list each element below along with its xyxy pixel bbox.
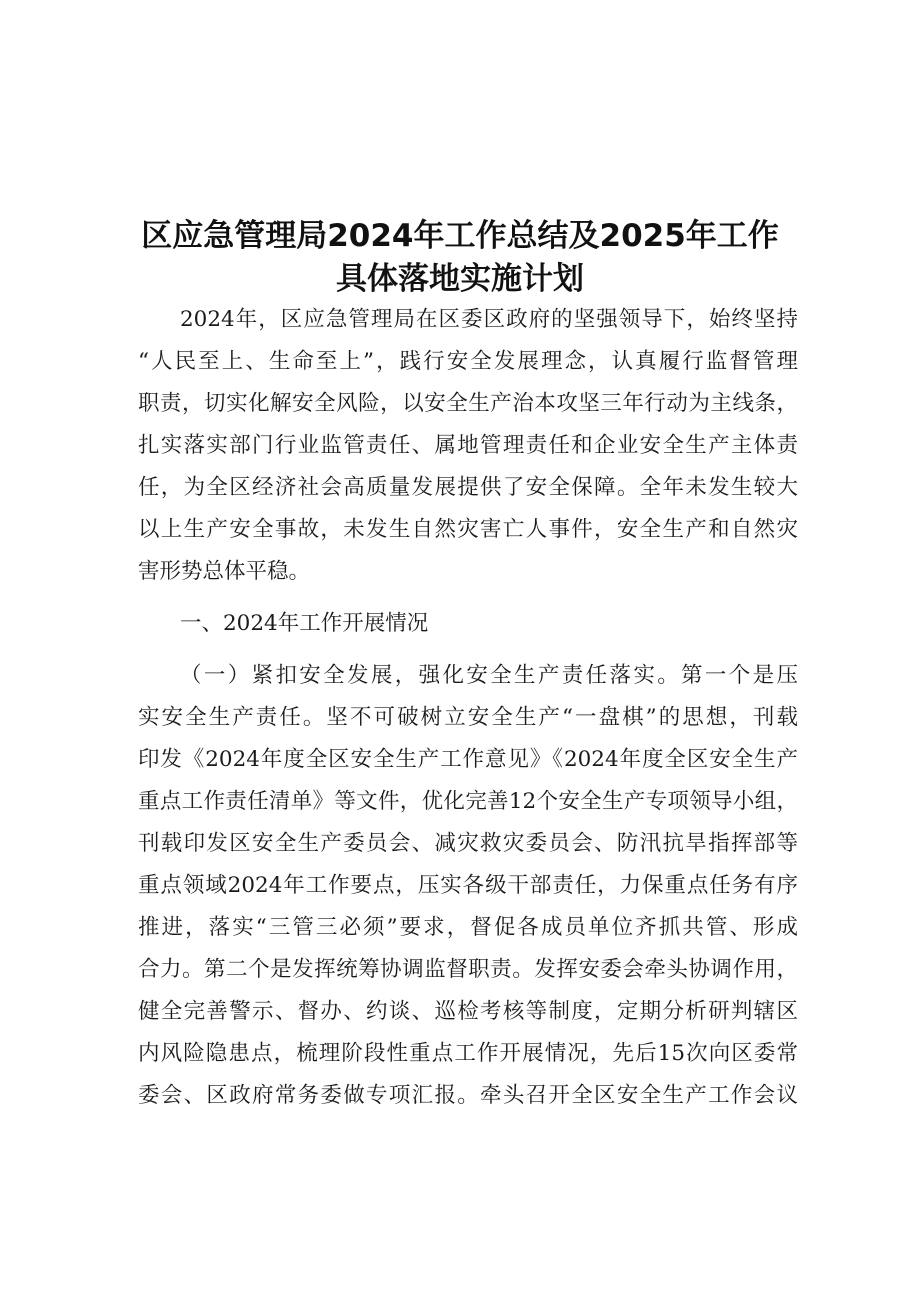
intro-paragraph-line: “人民至上、生命至上”，践行安全发展理念，认真履行监督管理 <box>138 349 798 374</box>
section-paragraph-line: 印发《2024年度全区安全生产工作意见》《2024年度全区安全生产 <box>138 747 798 772</box>
intro-paragraph-line: 职责，切实化解安全风险，以安全生产治本攻坚三年行动为主线条， <box>138 391 798 416</box>
section-paragraph-line: 健全完善警示、督办、约谈、巡检考核等制度，定期分析研判辖区 <box>138 999 798 1024</box>
section-paragraph-line: 委会、区政府常务委做专项汇报。牵头召开全区安全生产工作会议 <box>138 1083 798 1108</box>
intro-paragraph-line: 扎实落实部门行业监管责任、属地管理责任和企业安全生产主体责 <box>138 433 798 458</box>
intro-paragraph-line: 2024年，区应急管理局在区委区政府的坚强领导下，始终坚持 <box>180 307 798 332</box>
section-paragraph-line: 内风险隐患点，梳理阶段性重点工作开展情况，先后15次向区委常 <box>138 1041 798 1066</box>
section-paragraph-line: 实安全生产责任。坚不可破树立安全生产“一盘棋”的思想，刊载 <box>138 705 798 730</box>
intro-paragraph-line: 任，为全区经济社会高质量发展提供了安全保障。全年未发生较大 <box>138 475 798 500</box>
section-paragraph-line: 重点工作责任清单》等文件，优化完善12个安全生产专项领导小组， <box>138 789 798 814</box>
section-paragraph-line: 推进，落实“三管三必须”要求，督促各成员单位齐抓共管、形成 <box>138 915 798 940</box>
section-paragraph-line: 刊载印发区安全生产委员会、减灾救灾委员会、防汛抗旱指挥部等 <box>138 831 798 856</box>
section-paragraph-line: 合力。第二个是发挥统筹协调监督职责。发挥安委会牵头协调作用， <box>138 957 798 982</box>
intro-paragraph-line: 害形势总体平稳。 <box>138 559 311 584</box>
section-paragraph-line: 重点领域2024年工作要点，压实各级干部责任，力保重点任务有序 <box>138 873 798 898</box>
document-title-line-1: 区应急管理局2024年工作总结及2025年工作 <box>141 218 779 254</box>
section-paragraph-line: （一）紧扣安全发展，强化安全生产责任落实。第一个是压 <box>180 663 798 688</box>
section-heading: 一、2024年工作开展情况 <box>180 611 429 636</box>
intro-paragraph-line: 以上生产安全事故，未发生自然灾害亡人事件，安全生产和自然灾 <box>138 517 798 542</box>
document-title-line-2: 具体落地实施计划 <box>336 261 584 297</box>
